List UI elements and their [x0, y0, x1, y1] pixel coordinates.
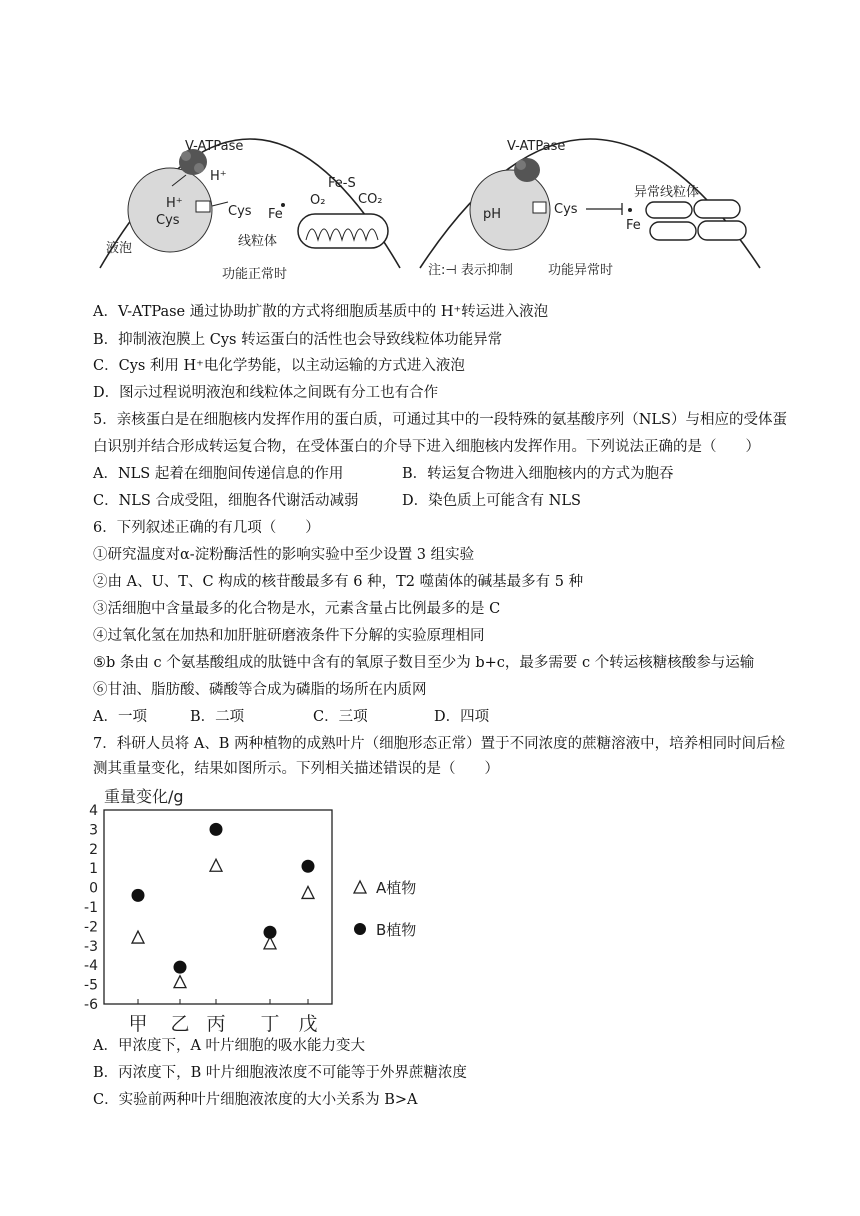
point-a-plant	[174, 976, 186, 988]
y-tick-label: -1	[84, 900, 98, 916]
y-axis-ticks	[84, 803, 98, 1013]
co2-label: CO₂	[358, 192, 383, 207]
point-a-plant	[132, 931, 144, 943]
q4-option-a: A．V-ATPase 通过协助扩散的方式将细胞质基质中的 H⁺转运进入液泡	[93, 304, 549, 320]
plot-frame	[104, 810, 332, 1004]
legend-b-marker	[354, 923, 366, 935]
diagram-normal	[100, 139, 400, 282]
y-tick-label: -5	[84, 977, 98, 994]
x-tick-label: 丙	[206, 1013, 226, 1035]
q5-option-c: C．NLS 合成受阻，细胞各代谢活动减弱	[93, 493, 359, 509]
data-points	[132, 823, 315, 988]
point-a-plant	[302, 886, 314, 898]
y-tick-label: -6	[84, 997, 98, 1013]
y-tick-label: 0	[89, 880, 98, 897]
x-tick-label: 戊	[298, 1013, 318, 1035]
q7-stem-line1: 7．科研人员将 A、B 两种植物的成熟叶片（细胞形态正常）置于不同浓度的蔗糖溶液中，培养相同时间后检	[93, 736, 786, 752]
q5-stem-line2: 白识别并结合形成转运复合物，在受体蛋白的介导下进入细胞核内发挥作用。下列说法正确的是（ ）	[93, 439, 760, 455]
y-tick-label: 4	[89, 803, 98, 819]
q7-option-c: C．实验前两种叶片细胞液浓度的大小关系为 B>A	[93, 1092, 418, 1108]
q7-option-a: A．甲浓度下，A 叶片细胞的吸水能力变大	[93, 1038, 366, 1054]
point-b-plant	[132, 889, 145, 902]
point-b-plant	[302, 860, 315, 873]
cys-transporter-icon-2	[533, 202, 546, 213]
mito-label: 线粒体	[238, 234, 278, 249]
fes-label: Fe-S	[328, 176, 356, 191]
caption-abnormal: 功能异常时	[548, 263, 614, 278]
organelle-diagram	[0, 0, 860, 290]
v-atpase-label-2: V-ATPase	[507, 139, 566, 154]
q4-option-c: C．Cys 利用 H⁺电化学势能，以主动运输的方式进入液泡	[93, 358, 465, 374]
q6-option-a: A．一项	[93, 709, 147, 725]
fe-label-2: Fe	[626, 218, 641, 233]
q7-stem-line2: 测其重量变化，结果如图所示。下列相关描述错误的是（ ）	[93, 761, 499, 777]
q4-option-d: D．图示过程说明液泡和线粒体之间既有分工也有合作	[93, 385, 439, 401]
cys-label-2: Cys	[554, 202, 578, 217]
x-tick-label: 甲	[128, 1013, 148, 1035]
abnormal-mitochondria-icon	[646, 200, 746, 240]
y-tick-label: -4	[84, 958, 98, 975]
q6-item-2: ②由 A、U、T、C 构成的核苷酸最多有 6 种，T2 噬菌体的碱基最多有 5 种	[93, 574, 584, 590]
cys-transporter-icon	[196, 201, 210, 212]
chart-legend	[354, 879, 416, 939]
fe-label: Fe	[268, 207, 283, 222]
v-atpase-label: V-ATPase	[185, 139, 244, 154]
point-b-plant	[174, 961, 187, 974]
cys-out-label: Cys	[228, 204, 252, 219]
q5-option-b: B．转运复合物进入细胞核内的方式为胞吞	[402, 466, 674, 482]
cys-in-label: Cys	[156, 213, 180, 228]
q6-item-1: ①研究温度对α-淀粉酶活性的影响实验中至少设置 3 组实验	[93, 547, 475, 563]
hplus-out-label: H⁺	[210, 169, 227, 184]
diagram-abnormal	[420, 139, 760, 278]
legend-b-label: B植物	[376, 921, 417, 939]
x-tick-label: 乙	[170, 1013, 190, 1035]
q6-option-d: D．四项	[434, 709, 490, 725]
weight-change-chart	[0, 780, 460, 1040]
point-b-plant	[210, 823, 223, 836]
y-tick-label: 3	[89, 822, 98, 839]
inhibit-note: 注:⊣ 表示抑制	[428, 263, 513, 278]
q6-item-5: ⑤b 条由 c 个氨基酸组成的肽链中含有的氧原子数目至少为 b+c，最多需要 c 个转运核糖核酸参与运输	[93, 655, 755, 671]
y-axis-label: 重量变化/g	[104, 787, 184, 806]
q5-option-a: A．NLS 起着在细胞间传递信息的作用	[93, 466, 344, 482]
y-tick-label: 2	[89, 841, 98, 858]
q4-option-b: B．抑制液泡膜上 Cys 转运蛋白的活性也会导致线粒体功能异常	[93, 332, 503, 348]
ph-label: pH	[483, 207, 502, 222]
legend-a-label: A植物	[376, 879, 417, 897]
y-tick-label: 1	[89, 861, 98, 878]
q6-item-3: ③活细胞中含量最多的化合物是水，元素含量占比例最多的是 C	[93, 601, 501, 617]
q6-stem: 6．下列叙述正确的有几项（ ）	[93, 520, 320, 536]
x-tick-label: 丁	[260, 1013, 280, 1035]
q6-option-c: C．三项	[313, 709, 368, 725]
q6-option-b: B．二项	[190, 709, 245, 725]
point-a-plant	[210, 859, 222, 871]
point-b-plant	[264, 926, 277, 939]
q7-option-b: B．丙浓度下，B 叶片细胞液浓度不可能等于外界蔗糖浓度	[93, 1065, 467, 1081]
y-tick-label: -2	[84, 919, 98, 936]
caption-normal: 功能正常时	[222, 267, 288, 282]
y-tick-label: -3	[84, 938, 98, 955]
legend-a-marker	[354, 881, 366, 893]
q6-item-6: ⑥甘油、脂肪酸、磷酸等合成为磷脂的场所在内质网	[93, 682, 427, 698]
q5-stem-line1: 5．亲核蛋白是在细胞核内发挥作用的蛋白质，可通过其中的一段特殊的氨基酸序列（NLS）与相应的受体蛋	[93, 412, 787, 428]
o2-label: O₂	[310, 193, 326, 208]
vacuole-label: 液泡	[106, 241, 133, 256]
q6-item-4: ④过氧化氢在加热和加肝脏研磨液条件下分解的实验原理相同	[93, 628, 485, 644]
abnormal-mito-label: 异常线粒体	[634, 185, 700, 200]
hplus-in-label: H⁺	[166, 196, 183, 211]
q5-option-d: D．染色质上可能含有 NLS	[402, 493, 581, 509]
